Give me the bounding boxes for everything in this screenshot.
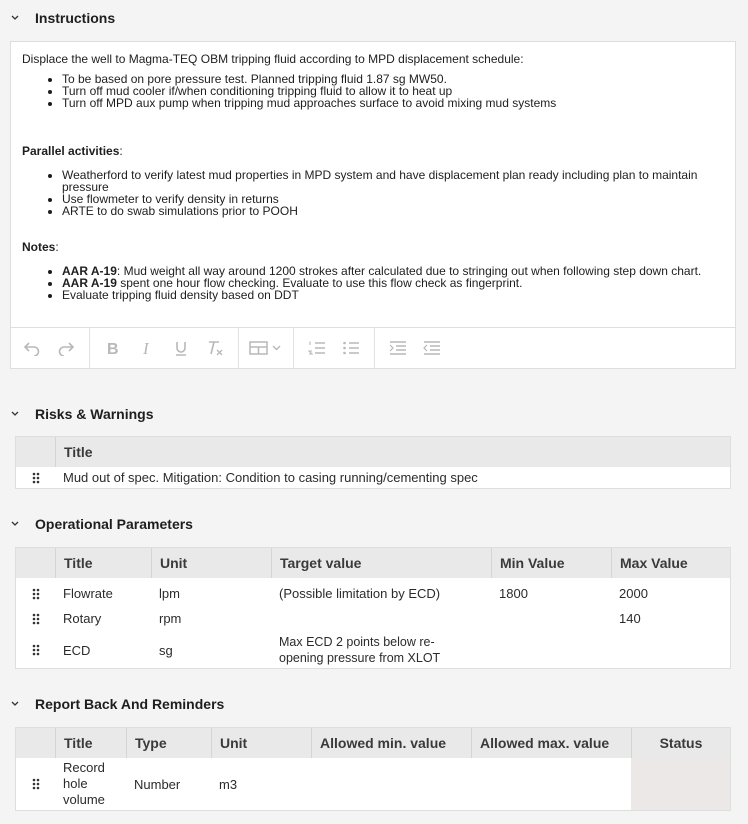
list-item: • Weatherford to verify latest mud properties in MPD system and have displacement plan ready including plan to maintain pressure <box>62 169 724 193</box>
param-min-cell[interactable]: 1800 <box>499 586 528 601</box>
column-header-min[interactable]: Allowed min. value <box>311 728 471 758</box>
column-header-unit[interactable]: Unit <box>211 728 311 758</box>
table-header-row <box>16 437 730 467</box>
chevron-down-icon[interactable] <box>10 14 30 22</box>
report-title: Report Back And Reminders <box>35 696 225 712</box>
params-table <box>15 547 731 669</box>
italic-icon[interactable] <box>130 333 164 363</box>
undo-icon[interactable] <box>15 333 49 363</box>
clear-format-icon[interactable] <box>198 333 232 363</box>
table-icon[interactable] <box>245 333 287 363</box>
risks-section-header[interactable] <box>0 404 154 424</box>
instructions-section-header[interactable] <box>0 8 115 28</box>
param-target-cell[interactable]: (Possible limitation by ECD) <box>279 586 441 601</box>
column-header-min[interactable]: Min Value <box>491 548 611 578</box>
list-item: • To be based on pore pressure test. Planned tripping fluid 1.87 sg MW50. <box>62 73 724 85</box>
indent-icon[interactable] <box>381 333 415 363</box>
params-title: Operational Parameters <box>35 516 193 532</box>
notes-heading: Notes: <box>22 240 59 254</box>
param-unit-cell[interactable]: rpm <box>159 611 182 626</box>
param-max-cell[interactable]: 2000 <box>619 586 648 601</box>
param-title-cell[interactable]: ECD <box>63 642 91 658</box>
redo-icon[interactable] <box>49 333 83 363</box>
underline-icon[interactable] <box>164 333 198 363</box>
param-unit-cell[interactable]: sg <box>159 642 173 658</box>
table-row[interactable] <box>16 758 730 810</box>
drag-handle-icon[interactable] <box>16 472 55 484</box>
editor-content[interactable] <box>11 42 735 329</box>
instructions-editor[interactable] <box>10 41 736 369</box>
risks-table <box>15 436 731 489</box>
table-row[interactable] <box>16 578 730 605</box>
outdent-icon[interactable] <box>415 333 449 363</box>
report-title-cell[interactable]: Record hole volume <box>63 760 105 807</box>
chevron-down-icon[interactable] <box>10 700 30 708</box>
param-target-cell[interactable]: Max ECD 2 points below re-opening pressure from XLOT <box>279 635 441 665</box>
column-header-title[interactable]: Title <box>55 437 730 467</box>
report-min-cell[interactable] <box>311 758 471 810</box>
table-row[interactable] <box>16 632 730 668</box>
drag-handle-icon[interactable] <box>16 644 55 656</box>
instructions-intro: Displace the well to Magma-TEQ OBM tripping fluid according to MPD displacement schedule: <box>22 52 524 66</box>
drag-column-header <box>16 548 55 578</box>
list-item: • ARTE to do swab simulations prior to POOH <box>62 205 724 217</box>
param-title-cell[interactable]: Flowrate <box>63 586 113 601</box>
toolbar-divider <box>89 328 90 368</box>
table-header-row <box>16 728 730 758</box>
list-item: • Turn off MPD aux pump when tripping mud approaches surface to avoid mixing mud systems <box>62 97 724 109</box>
bold-icon[interactable] <box>96 333 130 363</box>
column-header-type[interactable]: Type <box>126 728 211 758</box>
instructions-title: Instructions <box>35 10 116 26</box>
report-unit-cell[interactable]: m3 <box>219 776 238 792</box>
parallel-activities-heading: Parallel activities: <box>22 144 123 158</box>
table-header-row <box>16 548 730 578</box>
editor-toolbar <box>11 327 735 368</box>
column-header-max[interactable]: Allowed max. value <box>471 728 631 758</box>
chevron-down-icon[interactable] <box>10 520 30 528</box>
param-unit-cell[interactable]: lpm <box>159 586 180 601</box>
column-header-max[interactable]: Max Value <box>611 548 730 578</box>
report-status-cell[interactable] <box>631 758 730 810</box>
numbered-list-icon[interactable] <box>300 333 334 363</box>
drag-column-header <box>16 728 55 758</box>
toolbar-divider <box>374 328 375 368</box>
list-item: • AAR A-19 spent one hour flow checking. Evaluate to use this flow check as fingerprint. <box>62 277 724 289</box>
toolbar-divider <box>238 328 239 368</box>
risks-title: Risks & Warnings <box>35 406 154 422</box>
list-item: • AAR A-19: Mud weight all way around 1200 strokes after calculated due to stringing out when following step down chart. <box>62 265 724 277</box>
list-item: • Turn off mud cooler if/when conditioning tripping fluid to allow it to heat up <box>62 85 724 97</box>
column-header-target[interactable]: Target value <box>271 548 491 578</box>
parallel-list <box>22 169 724 217</box>
table-row[interactable] <box>16 605 730 632</box>
risk-title-cell[interactable]: Mud out of spec. Mitigation: Condition to casing running/cementing spec <box>63 470 478 485</box>
drag-column-header <box>16 437 55 467</box>
notes-list <box>22 265 724 301</box>
drag-handle-icon[interactable] <box>16 758 55 810</box>
param-title-cell[interactable]: Rotary <box>63 611 102 626</box>
chevron-down-icon[interactable] <box>10 410 30 418</box>
list-item: • Use flowmeter to verify density in returns <box>62 193 724 205</box>
report-table <box>15 727 731 811</box>
param-max-cell[interactable]: 140 <box>619 611 641 626</box>
column-header-title[interactable]: Title <box>55 548 151 578</box>
table-row[interactable] <box>16 467 730 488</box>
report-type-cell[interactable]: Number <box>134 776 181 792</box>
drag-handle-icon[interactable] <box>16 588 55 600</box>
drag-handle-icon[interactable] <box>16 613 55 625</box>
column-header-unit[interactable]: Unit <box>151 548 271 578</box>
instructions-list <box>22 73 724 109</box>
column-header-status[interactable]: Status <box>631 728 730 758</box>
params-section-header[interactable] <box>0 514 193 534</box>
svg-text:B: B <box>107 341 119 356</box>
report-section-header[interactable] <box>0 694 224 714</box>
list-item: • Evaluate tripping fluid density based on DDT <box>62 289 724 301</box>
bulleted-list-icon[interactable] <box>334 333 368 363</box>
toolbar-divider <box>293 328 294 368</box>
svg-text:I: I <box>143 340 149 356</box>
report-max-cell[interactable] <box>471 758 631 810</box>
column-header-title[interactable]: Title <box>55 728 126 758</box>
